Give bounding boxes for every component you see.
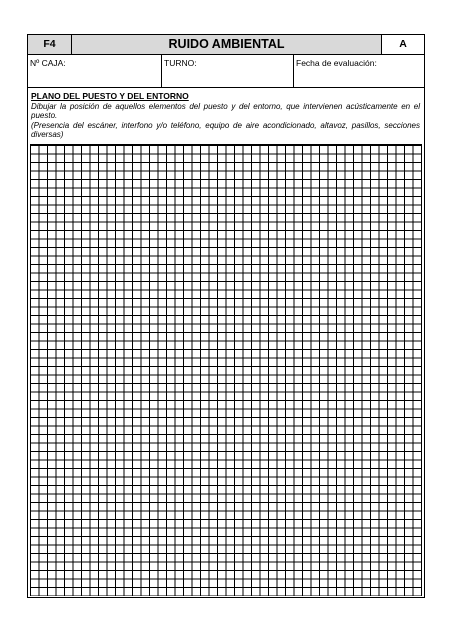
section-description: Dibujar la posición de aquellos elementos del puesto y del entorno, que intervienen acústicamente en el puesto. [31,101,420,120]
section-note: (Presencia del escáner, interfono y/o teléfono, equipo de aire acondicionado, altavoz, pasillos, secciones diversas) [31,120,420,139]
turno-field[interactable] [162,55,294,87]
drawing-grid[interactable] [30,144,422,596]
section-title: PLANO DEL PUESTO Y DEL ENTORNO [31,91,189,101]
form-code: F4 [28,35,72,54]
caja-field[interactable] [28,55,162,87]
plan-section [28,88,424,143]
form-header [28,35,424,55]
form-fields-row [28,55,424,88]
form-title: RUIDO AMBIENTAL [72,35,382,54]
caja-label: Nº CAJA: [30,58,66,68]
turno-label: TURNO: [164,58,197,68]
fecha-label: Fecha de evaluación: [296,58,377,68]
evaluation-form [27,34,425,598]
fecha-field[interactable] [294,55,424,87]
form-version: A [382,35,424,54]
